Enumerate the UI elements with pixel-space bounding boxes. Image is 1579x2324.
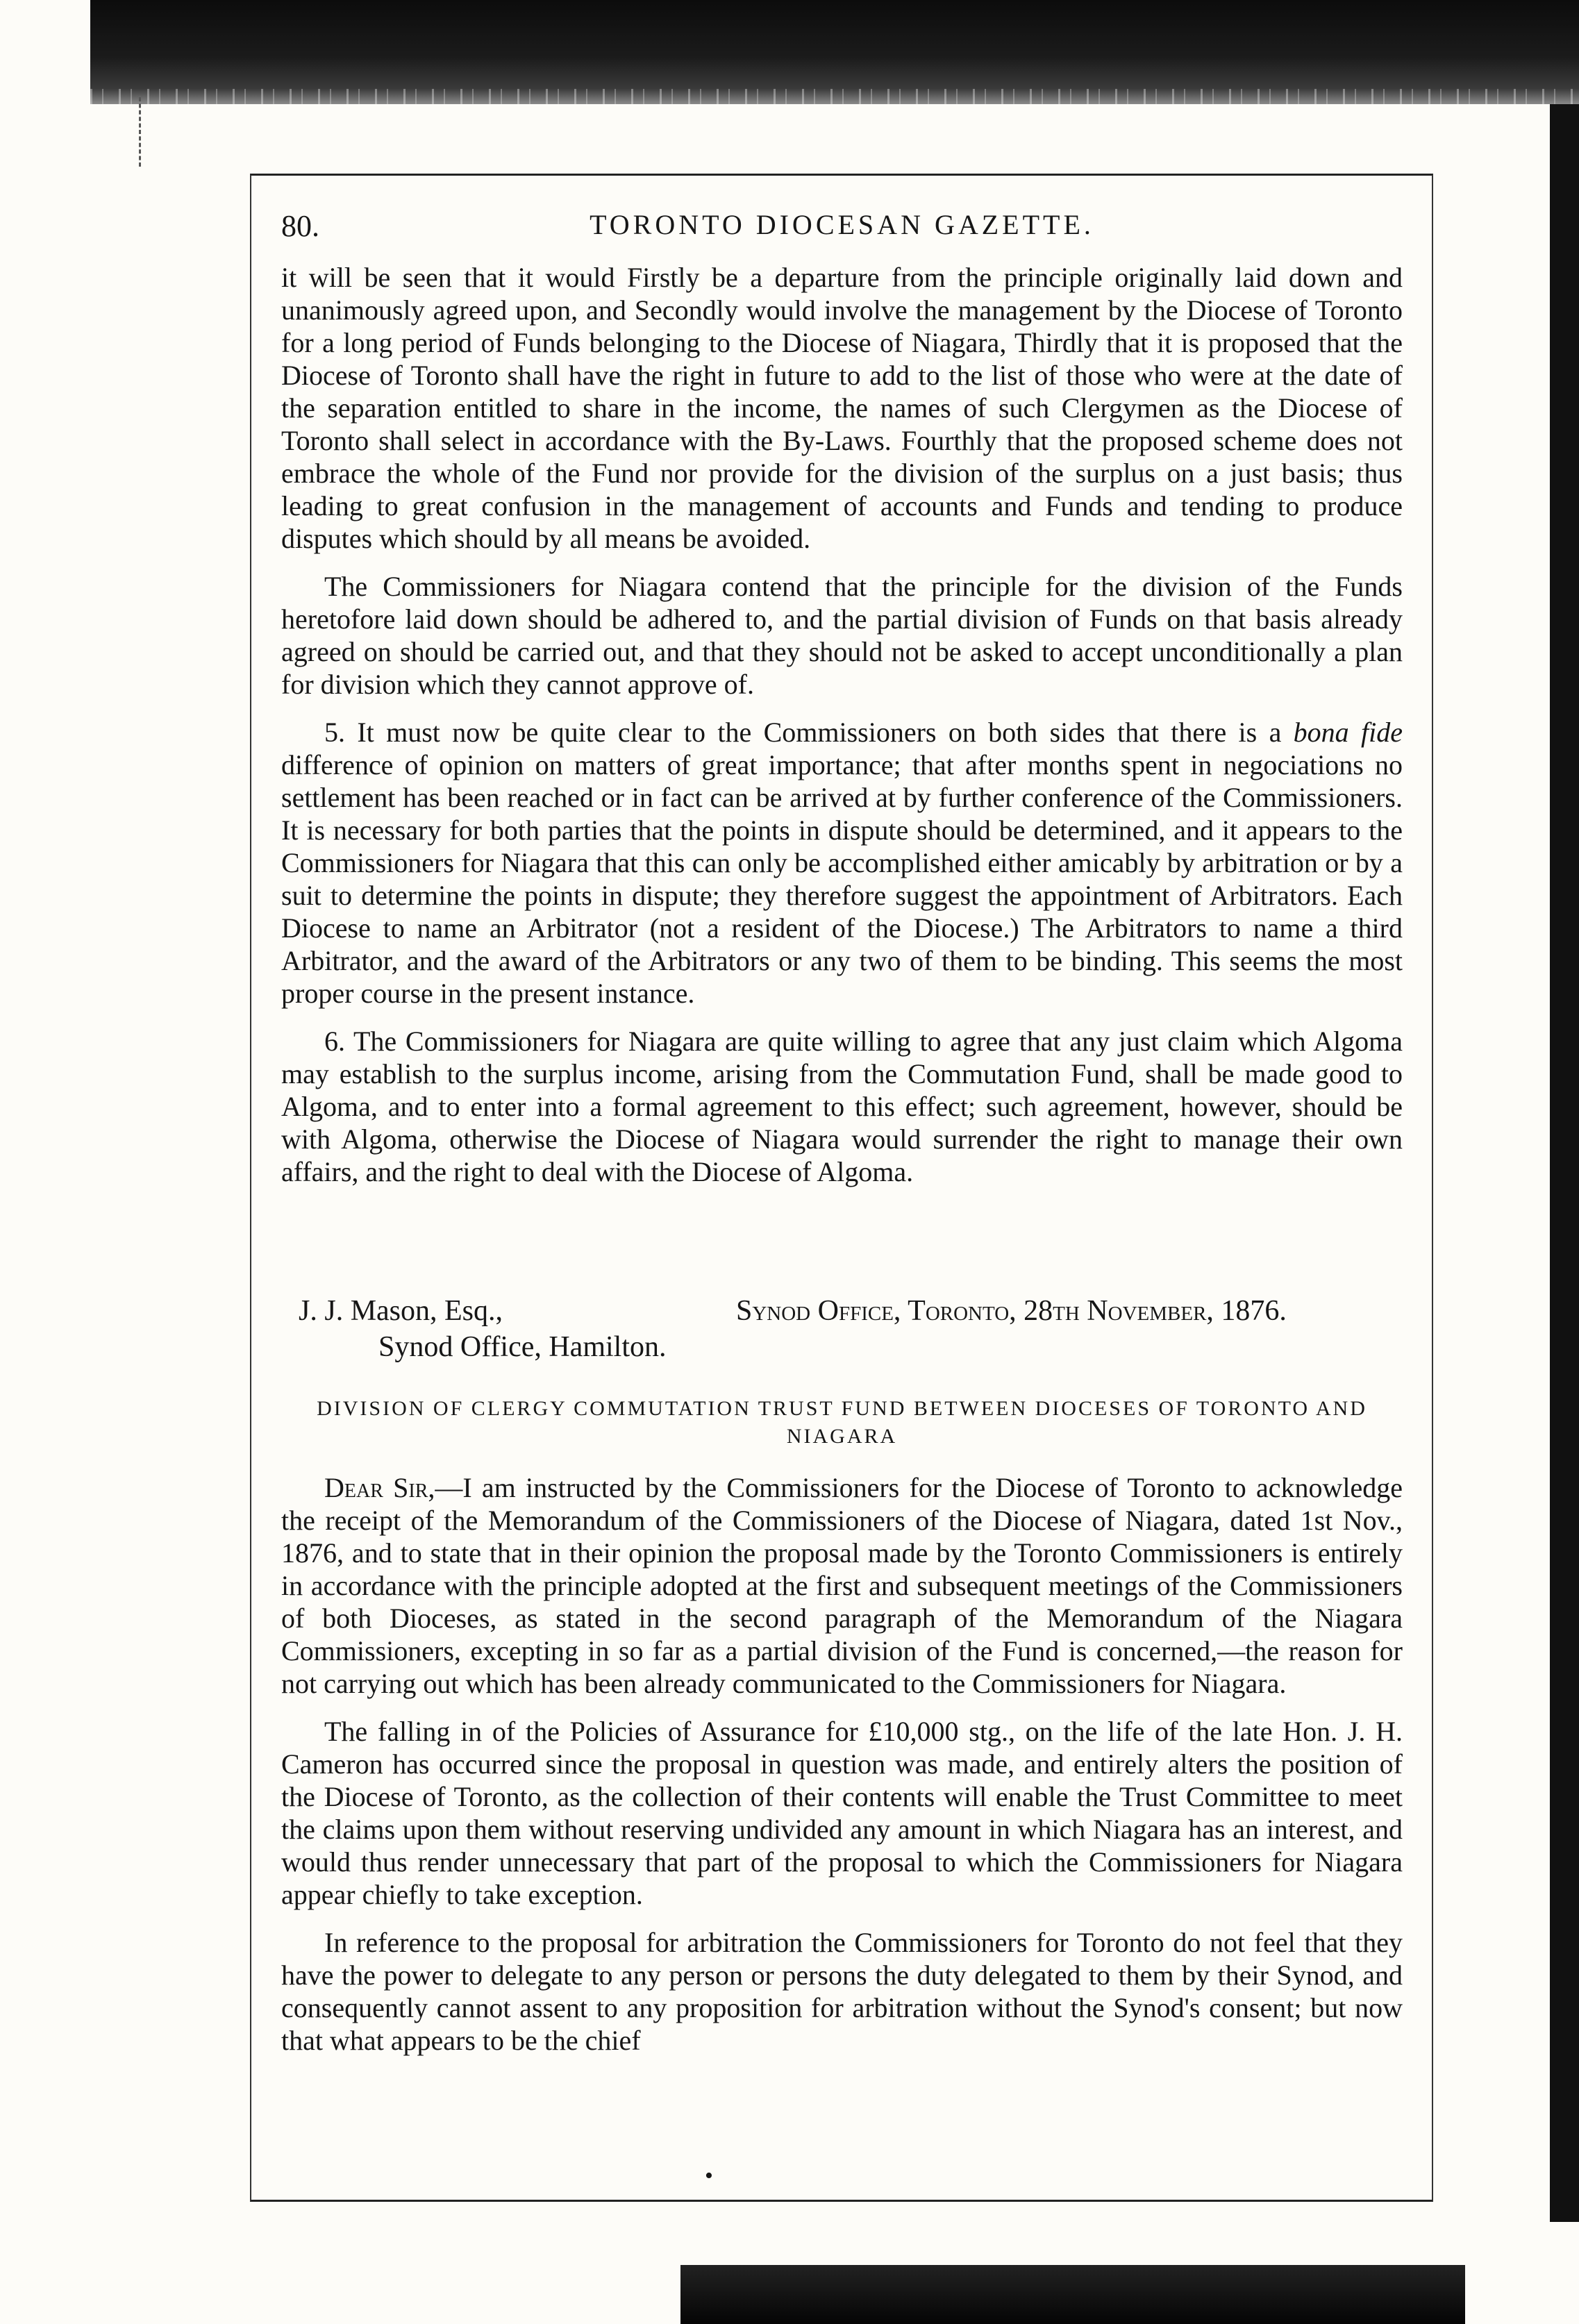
letter-paragraph-3: In reference to the proposal for arbitration the Commissioners for Toronto do not feel that they have the power to delegate to any person or persons the duty delegated to them by their Synod, and consequently cannot assent to any proposition for arbitration without the Synod's consent; but now that what appears to be the chief xyxy=(281,1927,1403,2056)
letter-section-title: DIVISION OF CLERGY COMMUTATION TRUST FUND BETWEEN DIOCESES OF TORONTO AND NIAGARA xyxy=(317,1397,1367,1448)
paragraph-5-rest: difference of opinion on matters of great importance; that after months spent in negociations no settlement has been reached or in fact can be arrived at by further conference of the Commissioners. It is necessary for both parties that the points in dispute should be determined, and it appears to the Commissioners for Niagara that this can only be accomplished either amicably by arbitration or by a suit to determine the points in dispute; they therefore suggest the appointment of Arbitrators. Each Diocese to name an Arbitrator (not a resident of the Diocese.) The Arbitrators to name a third Arbitrator, and the award of the Arbitrators or any two of them to be binding. This seems the most proper course in the present instance. xyxy=(281,749,1403,1009)
scan-border-right xyxy=(1550,104,1579,2222)
scan-border-top xyxy=(90,0,1579,104)
page-number: 80. xyxy=(281,209,319,243)
scan-border-bottom xyxy=(680,2265,1465,2324)
running-title: TORONTO DIOCESAN GAZETTE. xyxy=(590,209,1094,240)
paragraph-6: 6. The Commissioners for Niagara are quite willing to agree that any just claim which Algoma may establish to the surplus income, arising from the Commutation Fund, shall be made good to Algoma, and to enter into a formal agreement to this effect; such agreement, however, should be with Algoma, otherwise the Diocese of Niagara would surrender the right to manage their own affairs, and the right to deal with the Diocese of Algoma. xyxy=(281,1026,1403,1187)
document-page xyxy=(281,208,1403,2187)
footer-mark: • xyxy=(705,2163,713,2189)
paragraph-continuation: it will be seen that it would Firstly be a departure from the principle originally laid down and unanimously agreed upon, and Secondly would involve the management by the Diocese of Toronto for a long period of Funds belonging to the Diocese of Niagara, Thirdly that it is proposed that the Diocese of Toronto shall have the right in future to add to the list of those who were at the date of the separation entitled to share in the income, the names of such Clergymen as the Diocese of Toronto shall select in accordance with the By-Laws. Fourthly that the proposed scheme does not embrace the whole of the Fund nor provide for the division of the surplus on a just basis; thus leading to great confusion in the management of accounts and Funds and tending to produce disputes which should by all means be avoided. xyxy=(281,262,1403,554)
paragraph-5-start: 5. It must now be quite clear to the Commissioners on both sides that there is a xyxy=(324,717,1294,748)
letter-paragraph-2: The falling in of the Policies of Assurance for £10,000 stg., on the life of the late Hon. J. H. Cameron has occurred since the proposal in question was made, and entirely alters the position of the Diocese of Toronto, as the collection of their contents will enable the Trust Committee to meet the claims upon them without reserving undivided any amount in which Niagara has an interest, and would thus render unnecessary that part of the proposal to which the Commissioners for Niagara appear chiefly to take exception. xyxy=(281,1716,1403,1910)
addressee-name: J. J. Mason, Esq., xyxy=(299,1295,503,1327)
letter-paragraph-1 xyxy=(281,1471,1403,1700)
salutation: Dear Sir, xyxy=(324,1472,435,1503)
letter-heading xyxy=(281,1294,1403,1377)
bona-fide-italic: bona fide xyxy=(1293,717,1403,748)
sender-line: Synod Office, Toronto, 28th November, 1876. xyxy=(736,1295,1287,1327)
letter-paragraph-1-text: —I am instructed by the Commissioners for the Diocese of Toronto to acknowledge the receipt of the Memorandum of the Commissioners of the Diocese of Niagara, dated 1st Nov., 1876, and to state that in their opinion the proposal made by the Toronto Commissioners is entirely in accordance with the principle adopted at the first and subsequent meetings of the Commissioners of both Dioceses, as stated in the second paragraph of the Memorandum of the Niagara Commissioners, excepting in so far as a partial division of the Fund is concerned,—the reason for not carrying out which has been already communicated to the Commissioners for Niagara. xyxy=(281,1472,1403,1699)
paragraph-5 xyxy=(281,716,1403,1010)
margin-rule xyxy=(139,97,141,167)
paragraph-commissioners-contend: The Commissioners for Niagara contend that the principle for the division of the Funds heretofore laid down should be adhered to, and the partial division of Funds on that basis already agreed on should be carried out, and that they should not be asked to accept unconditionally a plan for division which they cannot approve of. xyxy=(281,571,1403,700)
section-gap xyxy=(281,1203,1403,1294)
addressee-address: Synod Office, Hamilton. xyxy=(378,1331,667,1363)
page-header xyxy=(281,208,1403,250)
